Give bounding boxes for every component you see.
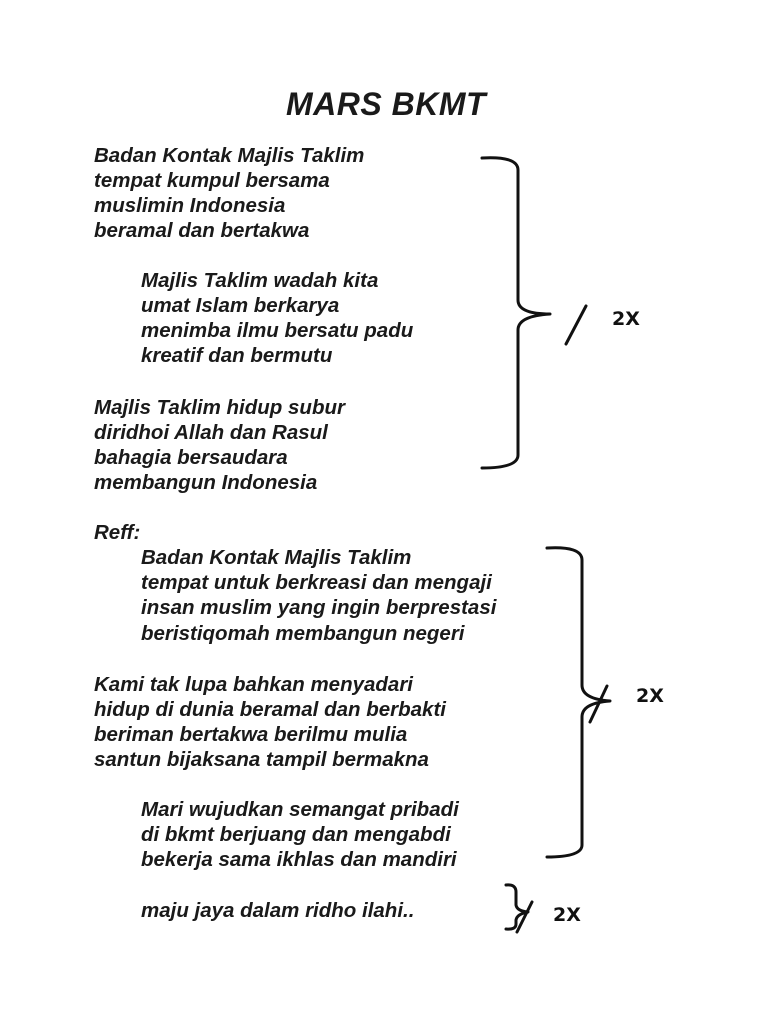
lyric-line: Majlis Taklim hidup subur [94,396,345,419]
lyric-line: tempat kumpul bersama [94,169,330,192]
slash-icon [590,686,607,722]
lyric-line: kreatif dan bermutu [141,344,333,367]
lyric-line: menimba ilmu bersatu padu [141,319,414,342]
lyric-line: Majlis Taklim wadah kita [141,269,379,292]
lyric-line: muslimin Indonesia [94,194,286,217]
lyric-line: beramal dan bertakwa [94,219,310,242]
lyric-line: Badan Kontak Majlis Taklim [141,546,412,569]
lyric-line: tempat untuk berkreasi dan mengaji [141,571,492,594]
reff-label: Reff: [94,521,141,544]
repeat-mark: 2X [612,308,640,330]
lyric-line: umat Islam berkarya [141,294,340,317]
lyric-line: beriman bertakwa berilmu mulia [94,723,408,746]
repeat-mark: 2X [553,904,581,926]
lyric-line: insan muslim yang ingin berprestasi [141,596,497,619]
lyric-line: Mari wujudkan semangat pribadi [141,798,459,821]
song-title: MARS BKMT [285,86,487,122]
lyric-line: santun bijaksana tampil bermakna [94,748,429,771]
lyric-line: diridhoi Allah dan Rasul [94,421,328,444]
slash-icon [517,902,532,932]
lyric-line: beristiqomah membangun negeri [141,622,465,645]
lyric-line: bekerja sama ikhlas dan mandiri [141,848,457,871]
repeat-mark: 2X [636,685,664,707]
lyric-line: hidup di dunia beramal dan berbakti [94,698,446,721]
lyric-line: Kami tak lupa bahkan menyadari [94,673,414,696]
lyric-line: Badan Kontak Majlis Taklim [94,144,365,167]
brace-icon [506,885,528,929]
brace-icon [482,158,550,468]
lyric-line: membangun Indonesia [94,471,318,494]
lyric-line: di bkmt berjuang dan mengabdi [141,823,451,846]
closing-line: maju jaya dalam ridho ilahi.. [141,899,415,922]
slash-icon [566,306,586,344]
brace-icon [547,548,610,857]
lyric-line: bahagia bersaudara [94,446,288,469]
